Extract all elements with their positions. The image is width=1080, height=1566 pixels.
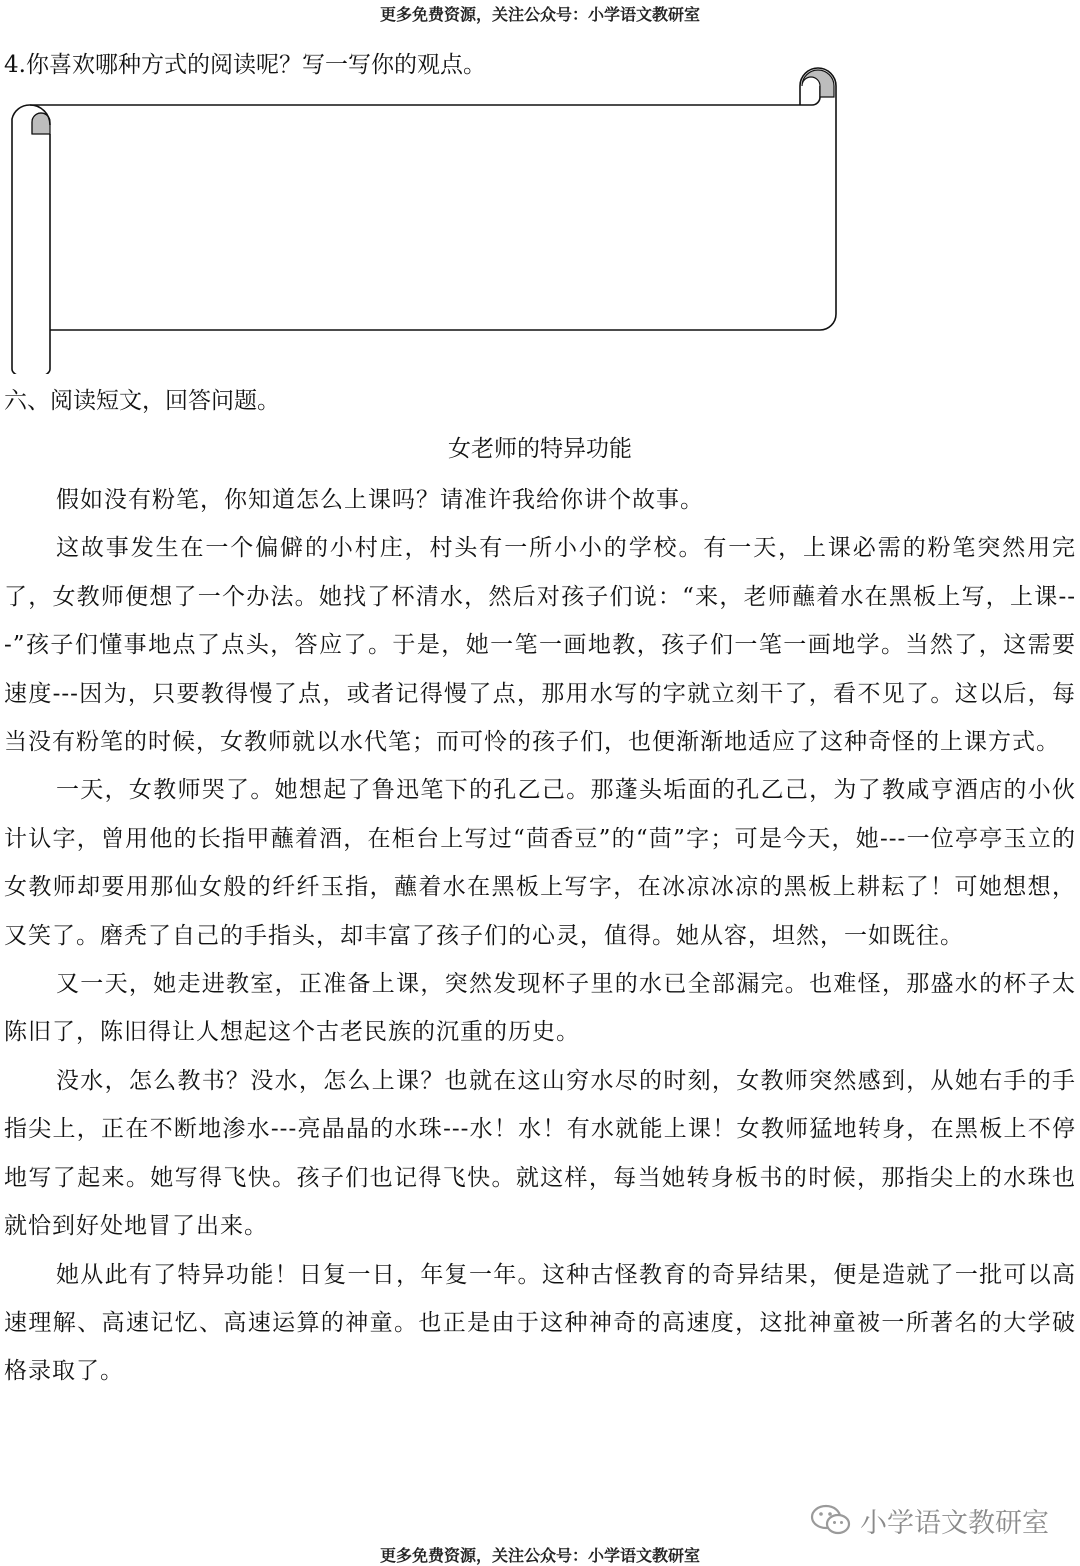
page-header: 更多免费资源，关注公众号：小学语文教研室 <box>379 5 700 24</box>
paragraph: 又一天，她走进教室，正准备上课，突然发现杯子里的水已全部漏完。也难怪，那盛水的杯子太陈旧了，陈旧得让人想起这个古老民族的沉重的历史。 <box>4 971 1076 1046</box>
watermark <box>810 1500 1049 1540</box>
paragraph: 没水，怎么教书？没水，怎么上课？也就在这山穷水尽的时刻，女教师突然感到，从她右手的手指尖上，正在不断地渗水---亮晶晶的水珠---水！水！有水就能上课！女教师猛地转身，在黑板上不停地写了起来。她写得飞快。孩子们也记得飞快。就这样，每当她转身板书的时候，那指尖上的水珠也就恰到好处地冒了出来。 <box>4 1067 1076 1240</box>
question-4: 4.你喜欢哪种方式的阅读呢？写一写你的观点。 <box>4 52 486 78</box>
scroll-frame-icon <box>0 64 845 374</box>
page-footer: 更多免费资源，关注公众号：小学语文教研室 <box>379 1546 700 1565</box>
watermark-text: 小学语文教研室 <box>860 1507 1049 1539</box>
article-body <box>4 476 1076 1396</box>
article-title: 女老师的特异功能 <box>448 436 632 462</box>
wechat-icon <box>810 1503 852 1537</box>
paragraph: 她从此有了特异功能！日复一日，年复一年。这种古怪教育的奇异结果，便是造就了一批可以高速理解、高速记忆、高速运算的神童。也正是由于这种神奇的高速度，这批神童被一所著名的大学破格录取了。 <box>4 1261 1076 1385</box>
section-title: 六、阅读短文，回答问题。 <box>4 388 280 414</box>
paragraph: 假如没有粉笔，你知道怎么上课吗？请准许我给你讲个故事。 <box>56 487 704 513</box>
paragraph: 这故事发生在一个偏僻的小村庄，村头有一所小小的学校。有一天，上课必需的粉笔突然用完了，女教师便想了一个办法。她找了杯清水，然后对孩子们说：“来，老师蘸着水在黑板上写，上课---”孩子们懂事地点了点头，答应了。于是，她一笔一画地教，孩子们一笔一画地学。当然了，这需要速度---因为，只要教得慢了点，或者记得慢了点，那用水写的字就立刻干了，看不见了。这以后，每当没有粉笔的时候，女教师就以水代笔；而可怜的孩子们，也便渐渐地适应了这种奇怪的上课方式。 <box>4 535 1076 756</box>
paragraph: 一天，女教师哭了。她想起了鲁迅笔下的孔乙己。那蓬头垢面的孔乙己，为了教咸亨酒店的小伙计认字，曾用他的长指甲蘸着酒，在柜台上写过“茴香豆”的“茴”字；可是今天，她---一位亭亭玉立的女教师却要用那仙女般的纤纤玉指，蘸着水在黑板上写字，在冰凉冰凉的黑板上耕耘了！可她想想，又笑了。磨秃了自己的手指头，却丰富了孩子们的心灵，值得。她从容，坦然，一如既往。 <box>4 777 1076 949</box>
